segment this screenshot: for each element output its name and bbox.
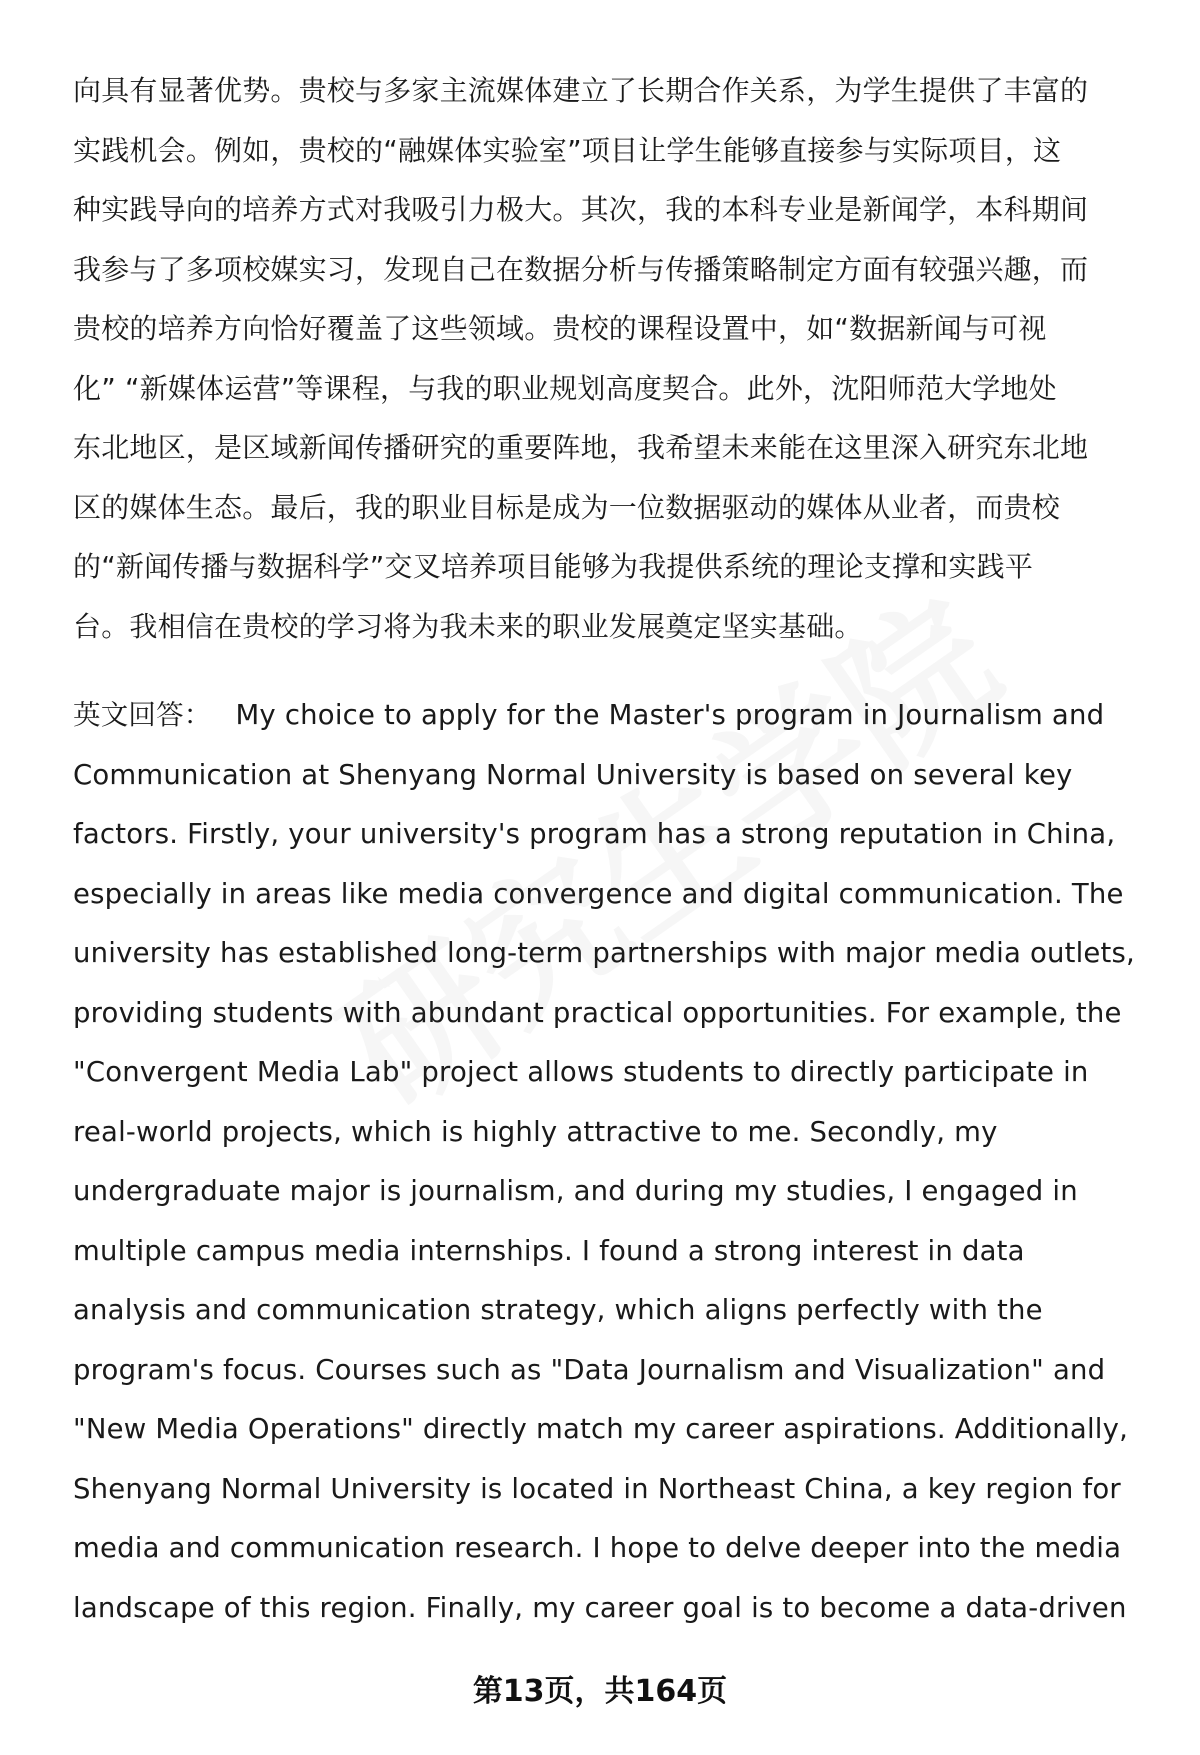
text-line: 贵校的培养方向恰好覆盖了这些领域。贵校的课程设置中，如“数据新闻与可视 [73,312,1047,345]
text-line: 种实践导向的培养方式对我吸引力极大。其次，我的本科专业是新闻学，本科期间 [73,193,1089,226]
text-line: media and communication research. I hope to delve deeper into the media [73,1532,1122,1564]
text-line: 向具有显著优势。贵校与多家主流媒体建立了长期合作关系，为学生提供了丰富的 [73,74,1089,107]
text-line: 区的媒体生态。最后，我的职业目标是成为一位数据驱动的媒体从业者，而贵校 [73,490,1061,524]
english-answer-first-line: My choice to apply for the Master's program in Journalism and [235,699,1105,731]
text-line: providing students with abundant practical opportunities. For example, the [73,996,1122,1029]
text-line: "Convergent Media Lab" project allows students to directly participate in [73,1056,1089,1088]
text-line: undergraduate major is journalism, and during my studies, I engaged in [73,1175,1078,1207]
text-line: 化” “新媒体运营”等课程，与我的职业规划高度契合。此外，沈阳师范大学地处 [73,371,1057,405]
text-line: 实践机会。例如，贵校的“融媒体实验室”项目让学生能够直接参与实际项目，这 [73,133,1062,167]
page-number: 第13页，共164页 [472,1674,728,1709]
text-line: especially in areas like media convergence and digital communication. The [73,877,1124,910]
text-line: 我参与了多项校媒实习，发现自己在数据分析与传播策略制定方面有较强兴趣，而 [73,252,1089,286]
text-line: factors. Firstly, your university's program has a strong reputation in China, [73,818,1116,850]
text-line: university has established long-term partnerships with major media outlets, [73,937,1135,969]
english-answer-label: 英文回答： [73,699,212,731]
chinese-answer-paragraph [73,61,1143,656]
text-line: "New Media Operations" directly match my career aspirations. Additionally, [73,1413,1129,1445]
text-line: 东北地区，是区域新闻传播研究的重要阵地，我希望未来能在这里深入研究东北地 [73,431,1089,464]
english-answer-paragraph [73,686,1143,1638]
text-line: 的“新闻传播与数据科学”交叉培养项目能够为我提供系统的理论支撑和实践平 [73,550,1034,583]
text-line: 台。我相信在贵校的学习将为我未来的职业发展奠定坚实基础。 [73,609,863,643]
text-line: Communication at Shenyang Normal University is based on several key [73,758,1073,791]
text-line: Shenyang Normal University is located in Northeast China, a key region for [73,1472,1121,1505]
text-line: analysis and communication strategy, which aligns perfectly with the [73,1294,1043,1326]
text-line: landscape of this region. Finally, my career goal is to become a data-driven [73,1591,1127,1624]
text-line: real-world projects, which is highly attractive to me. Secondly, my [73,1115,998,1148]
text-line: multiple campus media internships. I found a strong interest in data [73,1234,1025,1267]
text-line: program's focus. Courses such as "Data Journalism and Visualization" and [73,1353,1106,1386]
text-line [73,686,1143,746]
